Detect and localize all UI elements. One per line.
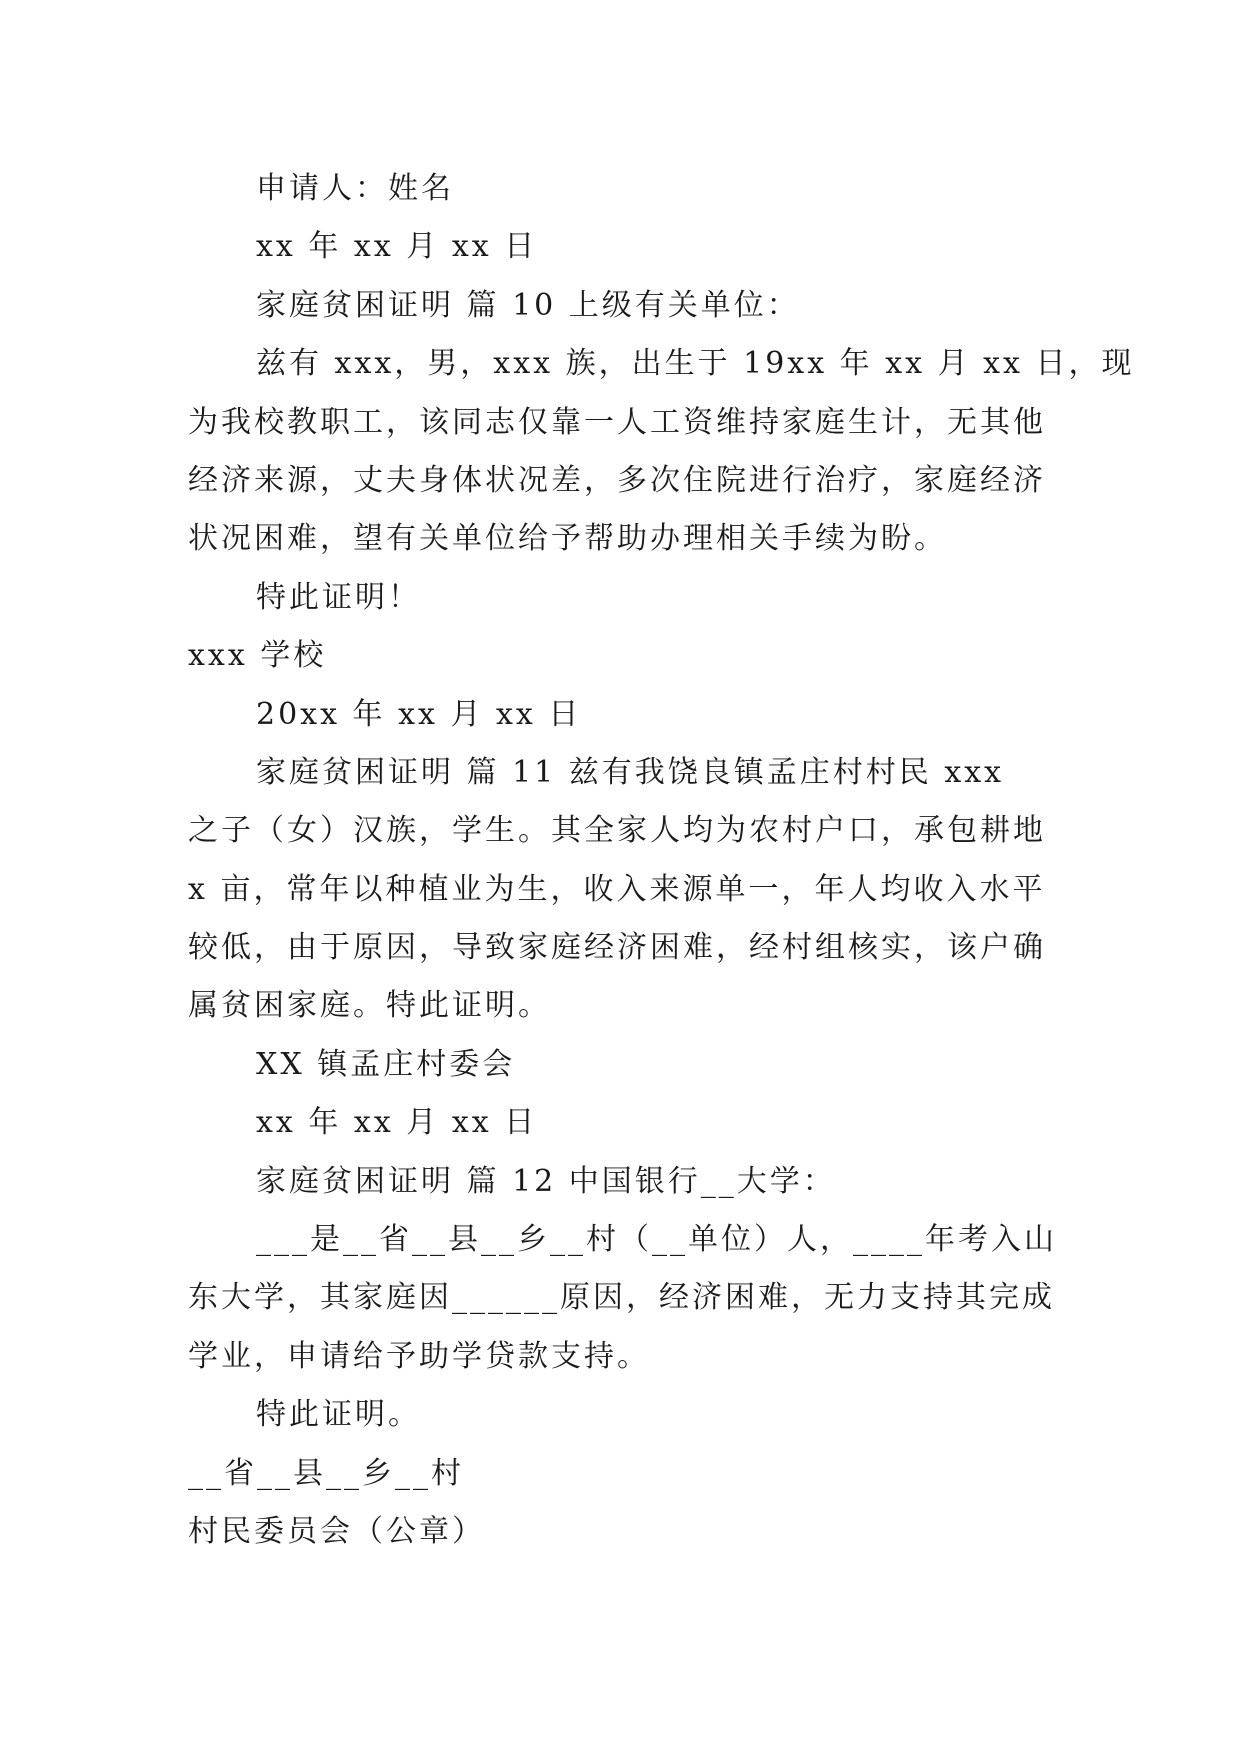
section-12-body-line: 学业，申请给予助学贷款支持。 [188, 1338, 650, 1374]
section-11-body-line: 之子（女）汉族，学生。其全家人均为农村户口，承包耕地 [188, 813, 1046, 849]
section-12-heading: 家庭贫困证明 篇 12 中国银行__大学： [256, 1163, 836, 1199]
date-line: xx 年 xx 月 xx 日 [256, 1105, 538, 1141]
section-10-body-line: 为我校教职工，该同志仅靠一人工资维持家庭生计，无其他 [188, 404, 1046, 440]
section-12-body-line: ___是__省__县__乡__村（__单位）人，____年考入山 [256, 1222, 1057, 1258]
section-11-body-line: x 亩，常年以种植业为生，收入来源单一，年人均收入水平 [188, 871, 1046, 907]
section-11-body-line: 家庭贫困证明 篇 11 兹有我饶良镇孟庄村村民 xxx [256, 754, 1005, 790]
section-11-body-line: 较低，由于原因，导致家庭经济困难，经村组核实，该户确 [188, 930, 1046, 966]
address-line: __省__县__乡__村 [188, 1455, 464, 1491]
section-12-body-line: 东大学，其家庭因______原因，经济困难，无力支持其完成 [188, 1280, 1055, 1316]
applicant-line: 申请人：姓名 [256, 171, 454, 206]
certify-line: 特此证明！ [256, 579, 421, 615]
section-11-body-line: 属贫困家庭。特此证明。 [188, 988, 551, 1024]
document-page [188, 160, 1135, 1561]
date-line: 20xx 年 xx 月 xx 日 [256, 696, 582, 732]
section-10-body-line: 经济来源，丈夫身体状况差，多次住院进行治疗，家庭经济 [188, 462, 1046, 498]
committee-seal-line: 村民委员会（公章） [188, 1513, 485, 1549]
village-committee-signature: XX 镇孟庄村委会 [256, 1046, 516, 1082]
certify-line: 特此证明。 [256, 1397, 421, 1433]
section-10-body-line: 状况困难，望有关单位给予帮助办理相关手续为盼。 [188, 521, 947, 557]
date-line: xx 年 xx 月 xx 日 [256, 229, 538, 265]
section-10-heading: 家庭贫困证明 篇 10 上级有关单位： [256, 287, 800, 323]
school-signature: xxx 学校 [188, 638, 327, 674]
section-10-body-line: 兹有 xxx，男，xxx 族，出生于 19xx 年 xx 月 xx 日，现 [256, 346, 1135, 382]
